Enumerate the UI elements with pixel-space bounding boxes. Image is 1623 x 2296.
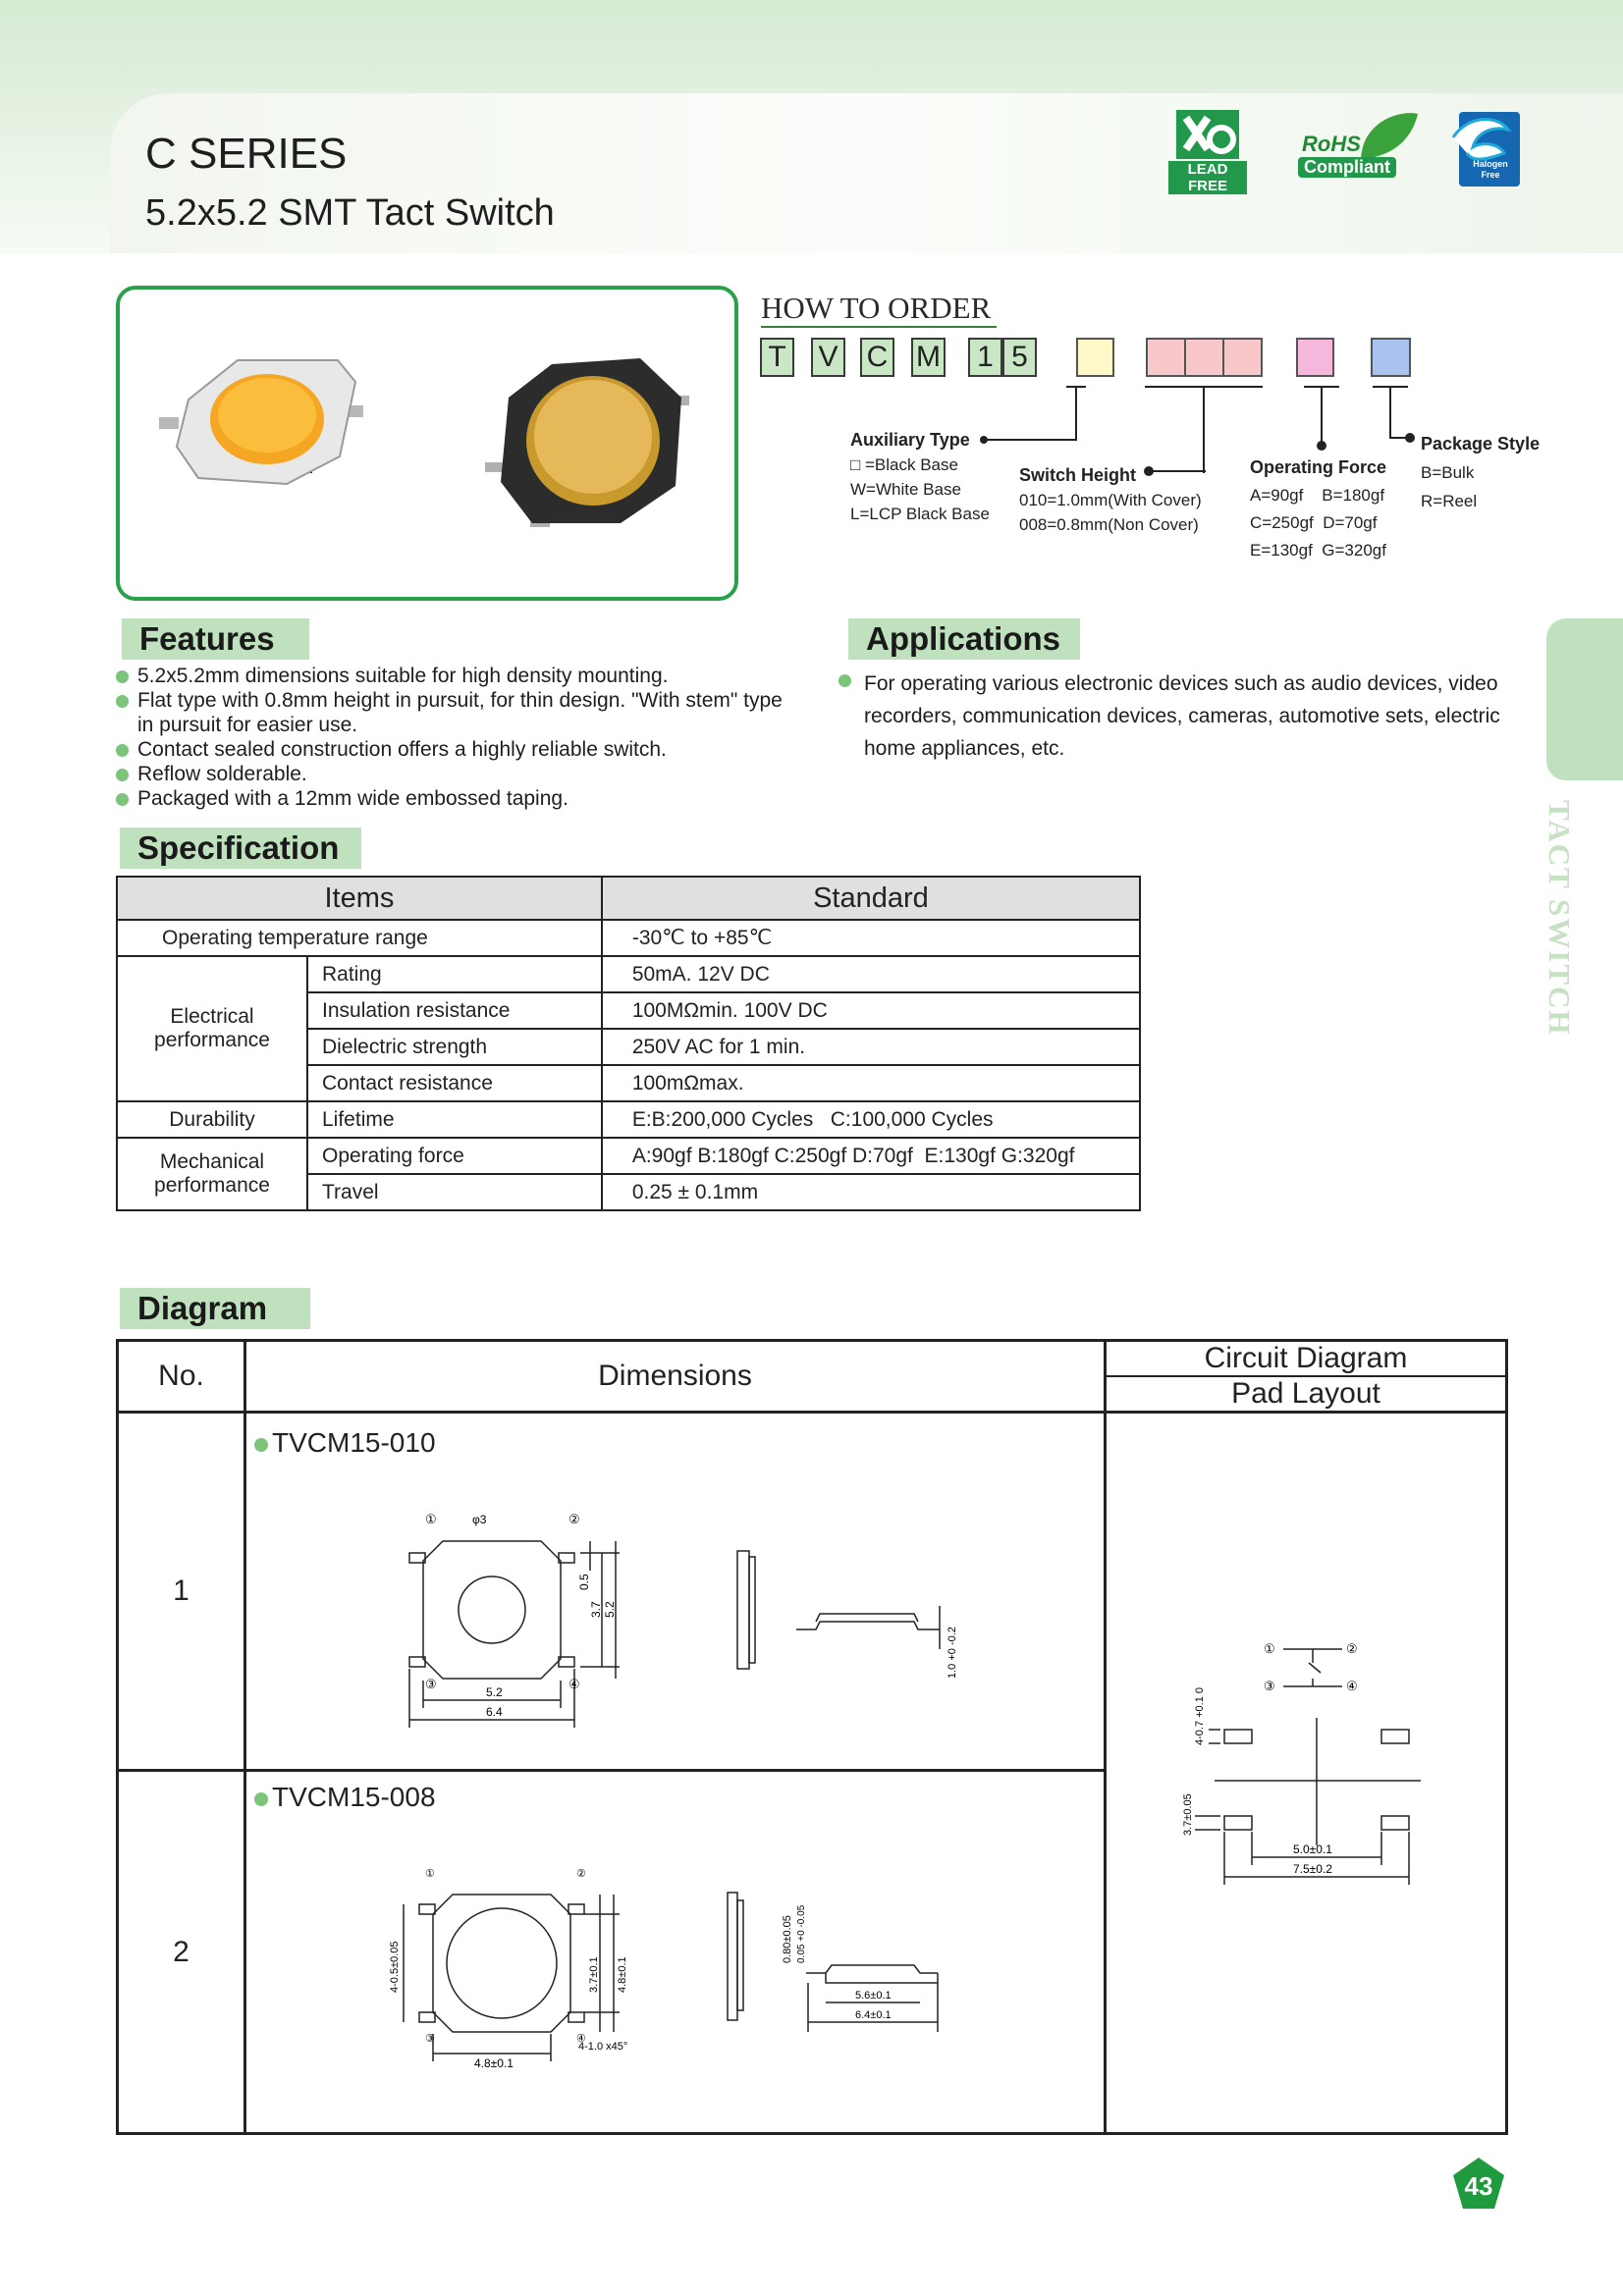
series-title: C SERIES (145, 130, 348, 178)
spec-value: 250V AC for 1 min. (602, 1029, 1140, 1065)
op-temp-value: -30℃ to +85℃ (602, 920, 1140, 956)
dim-b: 3.7 (589, 1601, 603, 1618)
slot-force (1296, 338, 1334, 377)
page-number: 43 (1464, 2171, 1493, 2201)
circuit-pin-3: ③ (1264, 1679, 1275, 1693)
tvcm15-008-drawing (364, 1865, 1209, 2101)
spec-value: A:90gf B:180gf C:250gf D:70gf E:130gf G:320gf (602, 1138, 1140, 1174)
list-item: Contact sealed construction offers a highly reliable switch. (116, 737, 793, 762)
row-number: 2 (118, 1771, 245, 2134)
list-item: Flat type with 0.8mm height in pursuit, for thin design. "With stem" type in pursuit for easier use. (116, 688, 793, 737)
diagram-table (116, 1339, 1508, 2135)
dim-side: 4-0.5±0.05 (389, 1941, 401, 1993)
pad-v2: 3.7±0.05 (1182, 1793, 1194, 1836)
order-code-letter: C (860, 338, 894, 377)
product-photo (120, 290, 734, 597)
lead-free-label: LEAD FREE (1168, 161, 1247, 194)
table-row (117, 1101, 1140, 1138)
dim-b: 4.8±0.1 (617, 1956, 628, 1993)
operating-force-line: E=130gf G=320gf (1250, 541, 1386, 560)
package-style-title: Package Style (1421, 434, 1541, 454)
dimension-cell (245, 1413, 1106, 1771)
halogen-free-label: Free (1481, 170, 1500, 180)
specification-table (116, 876, 1141, 1211)
features-list (116, 664, 793, 811)
op-temp-label: Operating temperature range (117, 920, 602, 956)
auxiliary-line: L=LCP Black Base (850, 505, 990, 523)
dim-w2: 6.4 (486, 1705, 503, 1719)
switch-height-title: Switch Height (1019, 465, 1137, 485)
order-code-letter: T (760, 338, 794, 377)
product-photo-box (116, 286, 738, 601)
spec-item: Operating force (307, 1138, 602, 1174)
electrical-group-label: Electrical performance (117, 956, 307, 1101)
list-item: Packaged with a 12mm wide embossed taping. (116, 786, 793, 811)
model-label (254, 1427, 436, 1459)
dim-a: 0.5 (577, 1574, 591, 1590)
order-code-letter: M (911, 338, 946, 377)
switch-height-line: 010=1.0mm(With Cover) (1019, 491, 1202, 509)
operating-force-legend (1250, 454, 1386, 564)
auxiliary-type-title: Auxiliary Type (850, 430, 970, 450)
spec-item: Contact resistance (307, 1065, 602, 1101)
white-base-switch-image (159, 360, 363, 484)
pad-w1: 5.0±0.1 (1293, 1842, 1332, 1856)
package-style-line: B=Bulk (1421, 463, 1475, 482)
order-code-letter: V (811, 338, 845, 377)
pin-3-label: ③ (425, 2033, 435, 2045)
pad-layout-header: Pad Layout (1231, 1377, 1380, 1410)
dim-chamfer: 4-1.0 x45° (578, 2041, 628, 2053)
slot-height (1184, 338, 1224, 377)
col-circuit-pad-header (1106, 1341, 1507, 1413)
switch-height-line: 008=0.8mm(Non Cover) (1019, 515, 1199, 534)
pin-4-label: ④ (568, 1677, 580, 1691)
slot-auxiliary (1076, 338, 1114, 377)
specification-heading: Specification (120, 828, 361, 869)
side-tab (1546, 618, 1623, 780)
slot-height (1222, 338, 1263, 377)
spec-value: 50mA. 12V DC (602, 956, 1140, 992)
operating-force-title: Operating Force (1250, 457, 1387, 477)
order-code-letter: 1 (968, 338, 1002, 377)
dim-w1: 4.8±0.1 (474, 2056, 514, 2070)
spec-value: E:B:200,000 Cycles C:100,000 Cycles (602, 1101, 1140, 1138)
features-heading: Features (122, 618, 309, 660)
rohs-compliant-label: Compliant (1298, 157, 1396, 178)
how-to-order-connectors (972, 377, 1443, 465)
spec-item: Rating (307, 956, 602, 992)
page-number-badge (1451, 2156, 1506, 2211)
switch-height-legend (1019, 463, 1202, 537)
table-row (117, 920, 1140, 956)
list-item: 5.2x5.2mm dimensions suitable for high density mounting. (116, 664, 793, 688)
dim-w1: 5.2 (486, 1685, 503, 1699)
auxiliary-type-legend (850, 428, 990, 526)
operating-force-line: A=90gf B=180gf (1250, 486, 1385, 505)
pad-v1: 4-0.7 +0.1 0 (1194, 1686, 1206, 1745)
col-standard-header: Standard (602, 877, 1140, 920)
dim-w3: 6.4±0.1 (855, 2009, 892, 2021)
pin-3-label: ③ (425, 1677, 437, 1691)
halogen-free-badge (1447, 108, 1524, 188)
model-name: TVCM15-008 (272, 1782, 436, 1812)
applications-heading: Applications (848, 618, 1080, 660)
table-row (117, 1138, 1140, 1174)
col-items-header: Items (117, 877, 602, 920)
durability-group-label: Durability (117, 1101, 307, 1138)
dim-h2: 0.05 +0 -0.05 (796, 1904, 807, 1963)
mechanical-group-label: Mechanical performance (117, 1138, 307, 1210)
rohs-leaf-icon (1353, 110, 1422, 164)
col-dimensions-header: Dimensions (245, 1341, 1106, 1413)
package-style-line: R=Reel (1421, 492, 1478, 510)
dimension-cell (245, 1771, 1106, 2134)
diagram-heading: Diagram (120, 1288, 310, 1329)
dim-h1: 0.80±0.05 (782, 1915, 793, 1963)
dim-w2: 5.6±0.1 (855, 1990, 892, 2002)
spec-value: 100MΩmin. 100V DC (602, 992, 1140, 1029)
row-number: 1 (118, 1413, 245, 1771)
rohs-badge (1294, 110, 1432, 185)
spec-item: Dielectric strength (307, 1029, 602, 1065)
applications-list (839, 667, 1516, 765)
package-style-legend (1421, 430, 1540, 515)
spec-item: Travel (307, 1174, 602, 1210)
how-to-order-title: HOW TO ORDER (761, 291, 997, 328)
model-label (254, 1782, 436, 1813)
dim-h: 1.0 +0 -0.2 (947, 1627, 958, 1679)
auxiliary-line: W=White Base (850, 480, 961, 499)
list-item: For operating various electronic devices such as audio devices, video recorders, communication devices, cameras, automotive sets, electric home appliances, etc. (839, 667, 1516, 765)
col-no-header: No. (118, 1341, 245, 1413)
slot-height (1146, 338, 1186, 377)
lead-free-icon (1176, 110, 1239, 159)
dim-c: 5.2 (603, 1601, 617, 1618)
table-row (117, 956, 1140, 992)
dim-phi: φ3 (472, 1513, 487, 1526)
table-row (118, 1413, 1507, 1771)
pin-2-label: ② (568, 1512, 580, 1526)
black-base-switch-image (485, 358, 689, 527)
rohs-label: RoHS (1302, 132, 1361, 156)
circuit-diagram-header: Circuit Diagram (1107, 1342, 1505, 1377)
circuit-pin-4: ④ (1346, 1679, 1358, 1693)
circuit-pin-2: ② (1346, 1641, 1358, 1656)
model-name: TVCM15-010 (272, 1427, 436, 1458)
tvcm15-010-drawing (384, 1512, 1228, 1737)
lead-free-badge (1168, 110, 1247, 194)
auxiliary-line: □ =Black Base (850, 455, 958, 474)
spec-value: 100mΩmax. (602, 1065, 1140, 1101)
order-code-letter: 5 (1002, 338, 1037, 377)
spec-item: Insulation resistance (307, 992, 602, 1029)
series-subtitle: 5.2x5.2 SMT Tact Switch (145, 192, 555, 234)
spec-value: 0.25 ± 0.1mm (602, 1174, 1140, 1210)
dim-a: 3.7±0.1 (588, 1956, 600, 1993)
pad-w2: 7.5±0.2 (1293, 1862, 1332, 1876)
side-tab-label: TACT SWITCH (1542, 800, 1577, 1037)
circuit-pin-1: ① (1264, 1641, 1275, 1656)
halogen-label: Halogen (1473, 159, 1508, 169)
pin-2-label: ② (576, 1868, 586, 1880)
pin-1-label: ① (425, 1512, 437, 1526)
spec-item: Lifetime (307, 1101, 602, 1138)
pin-4-label: ④ (576, 2033, 586, 2045)
slot-package (1371, 338, 1411, 377)
list-item: Reflow solderable. (116, 762, 793, 786)
circuit-and-pad-drawing (1182, 1629, 1558, 1924)
pin-1-label: ① (425, 1868, 435, 1880)
operating-force-line: C=250gf D=70gf (1250, 513, 1378, 532)
